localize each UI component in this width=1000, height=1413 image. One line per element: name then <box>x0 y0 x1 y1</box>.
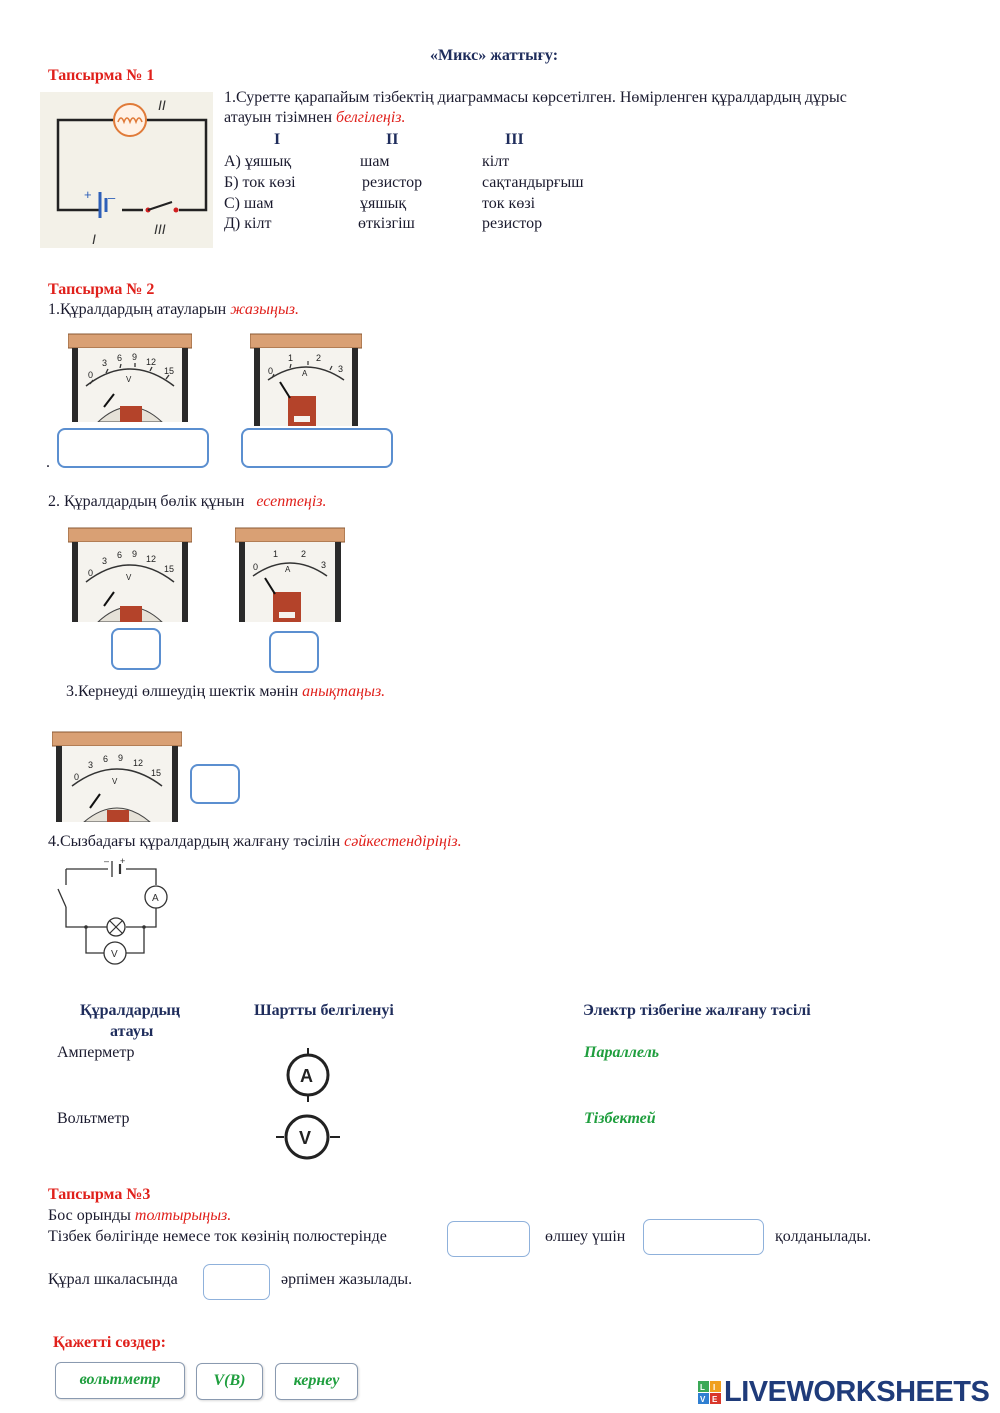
option-a-col1[interactable]: А) ұяшық <box>224 153 292 170</box>
voltmeter-image-3 <box>52 730 182 822</box>
ammeter-voltmeter-circuit <box>50 855 200 967</box>
svg-text:0: 0 <box>253 562 259 572</box>
svg-text:A: A <box>152 893 159 904</box>
option-b-col2[interactable]: резистор <box>362 174 423 191</box>
svg-text:6: 6 <box>117 550 123 560</box>
am-tick-2: 2 <box>316 353 322 363</box>
svg-text:A: A <box>300 1066 313 1086</box>
blank-box-1[interactable] <box>447 1221 530 1257</box>
voltmeter-symbol-icon[interactable] <box>276 1112 340 1162</box>
svg-text:+: + <box>120 856 126 866</box>
page-title: «Микс» жаттығу: <box>430 47 559 64</box>
blank-box-2[interactable] <box>643 1219 764 1255</box>
svg-text:V: V <box>299 1128 312 1148</box>
table-header-method: Электр тізбегіне жалғану тәсілі <box>583 1002 811 1019</box>
option-a-col3[interactable]: кілт <box>482 153 510 170</box>
answer-box-ammeter-division[interactable] <box>269 631 319 673</box>
task3-s2-part2: әрпімен жазылады. <box>281 1271 413 1288</box>
svg-text:6: 6 <box>103 754 109 764</box>
column-header-i: I <box>274 131 281 148</box>
table-header-name-line2: атауы <box>110 1023 154 1040</box>
task2-heading: Тапсырма № 2 <box>48 281 155 298</box>
svg-text:V: V <box>111 949 118 960</box>
svg-text:L: L <box>700 1383 705 1392</box>
task1-heading: Тапсырма № 1 <box>48 67 155 84</box>
svg-text:V: V <box>126 573 132 582</box>
word-chip-voltmeter[interactable]: вольтметр <box>55 1362 185 1399</box>
vm-tick-3: 3 <box>102 358 108 368</box>
svg-text:2: 2 <box>301 549 307 559</box>
column-header-iii: III <box>505 131 524 148</box>
vm-tick-15: 15 <box>164 366 175 376</box>
task3-s2-part1: Құрал шкаласында <box>48 1271 178 1288</box>
svg-text:9: 9 <box>132 549 138 559</box>
vm-tick-0: 0 <box>88 370 94 380</box>
label-i: I <box>92 231 96 247</box>
option-d-col1[interactable]: Д) кілт <box>224 215 272 232</box>
ammeter-image-2 <box>235 526 345 622</box>
option-c-col3[interactable]: ток көзі <box>482 195 536 212</box>
svg-text:3: 3 <box>321 560 327 570</box>
word-chip-voltage[interactable]: кернеу <box>275 1363 358 1400</box>
svg-text:0: 0 <box>74 772 80 782</box>
vm-tick-12: 12 <box>146 357 157 367</box>
task3-heading: Тапсырма №3 <box>48 1186 151 1203</box>
blank-box-3[interactable] <box>203 1264 270 1300</box>
svg-text:I: I <box>713 1383 716 1392</box>
liveworksheets-logo-icon <box>698 1381 722 1405</box>
answer-box-voltage-limit[interactable] <box>190 764 240 804</box>
key-symbol-small <box>58 889 66 907</box>
svg-text:12: 12 <box>133 758 144 768</box>
task2-q3: 3.Кернеуді өлшеудің шектік мәнін анықтаңыз. <box>66 683 386 700</box>
svg-text:12: 12 <box>146 554 157 564</box>
method-parallel[interactable]: Параллель <box>584 1044 660 1061</box>
label-ii: II <box>158 97 166 113</box>
task3-instruction: Бос орынды толтырыңыз. <box>48 1207 232 1224</box>
vm-tick-6: 6 <box>117 353 123 363</box>
option-d-col2[interactable]: өткізгіш <box>358 215 415 232</box>
option-c-col2[interactable]: ұяшық <box>360 195 407 212</box>
minus-label: – <box>108 190 116 205</box>
svg-text:E: E <box>712 1395 718 1404</box>
svg-text:1: 1 <box>273 549 279 559</box>
svg-text:–: – <box>104 856 110 866</box>
svg-text:3: 3 <box>102 556 108 566</box>
vm-unit: V <box>126 375 132 384</box>
simple-circuit-diagram <box>40 92 213 248</box>
table-header-symbol: Шартты белгіленуі <box>254 1002 394 1019</box>
voltmeter-image-2 <box>68 526 192 622</box>
svg-text:9: 9 <box>118 753 124 763</box>
svg-text:V: V <box>112 777 118 786</box>
svg-text:15: 15 <box>151 768 162 778</box>
option-b-col3[interactable]: сақтандырғыш <box>482 174 584 191</box>
brand-name[interactable]: LIVEWORKSHEETS <box>724 1376 990 1408</box>
voltmeter-image-1 <box>68 332 192 422</box>
word-chip-vb[interactable]: V(B) <box>196 1363 263 1400</box>
label-iii: III <box>154 221 166 237</box>
task3-s1-part1: Тізбек бөлігінде немесе ток көзінің полюстерінде <box>48 1228 387 1245</box>
ammeter-image-1 <box>250 332 362 426</box>
task3-s1-part2: өлшеу үшін <box>545 1228 626 1245</box>
option-a-col2[interactable]: шам <box>360 153 390 170</box>
am-unit: A <box>302 369 308 378</box>
task1-question-line1: 1.Суретте қарапайым тізбектің диаграммасы көрсетілген. Нөмірленген құралдардың дұрыс <box>224 89 847 106</box>
answer-box-voltmeter-division[interactable] <box>111 628 161 670</box>
method-series[interactable]: Тізбектей <box>584 1110 656 1127</box>
answer-box-voltmeter-name[interactable] <box>57 428 209 468</box>
svg-text:15: 15 <box>164 564 175 574</box>
ammeter-symbol-icon[interactable] <box>278 1048 338 1102</box>
option-c-col1[interactable]: С) шам <box>224 195 274 212</box>
svg-text:A: A <box>285 565 291 574</box>
plus-label: + <box>84 187 92 202</box>
am-tick-1: 1 <box>288 353 294 363</box>
am-tick-3: 3 <box>338 364 344 374</box>
option-b-col1[interactable]: Б) ток көзі <box>224 174 296 191</box>
column-header-ii: II <box>386 131 399 148</box>
table-row-ammeter-name[interactable]: Амперметр <box>57 1044 135 1061</box>
vm-tick-9: 9 <box>132 352 138 362</box>
svg-text:3: 3 <box>88 760 94 770</box>
task1-question-line2: атауын тізімнен белгілеңіз. <box>224 109 406 126</box>
words-heading: Қажетті сөздер: <box>53 1334 166 1351</box>
am-tick-0: 0 <box>268 366 274 376</box>
table-row-voltmeter-name[interactable]: Вольтметр <box>57 1110 130 1127</box>
option-d-col3[interactable]: резистор <box>482 215 543 232</box>
task3-s1-part3: қолданылады. <box>775 1228 872 1245</box>
task2-q2: 2. Құралдардың бөлік құнын есептеңіз. <box>48 493 327 510</box>
table-header-name-line1: Құралдардың <box>80 1002 181 1019</box>
task1-question-verb: белгілеңіз. <box>336 109 406 126</box>
task2-q4: 4.Сызбадағы құралдардың жалғану тәсілін сәйкестендіріңіз. <box>48 833 462 850</box>
answer-box-ammeter-name[interactable] <box>241 428 393 468</box>
task2-q1: 1.Құралдардың атауларын жазыңыз. <box>48 301 300 318</box>
svg-text:V: V <box>700 1395 706 1404</box>
stray-dot: . <box>46 454 50 471</box>
svg-text:0: 0 <box>88 568 94 578</box>
